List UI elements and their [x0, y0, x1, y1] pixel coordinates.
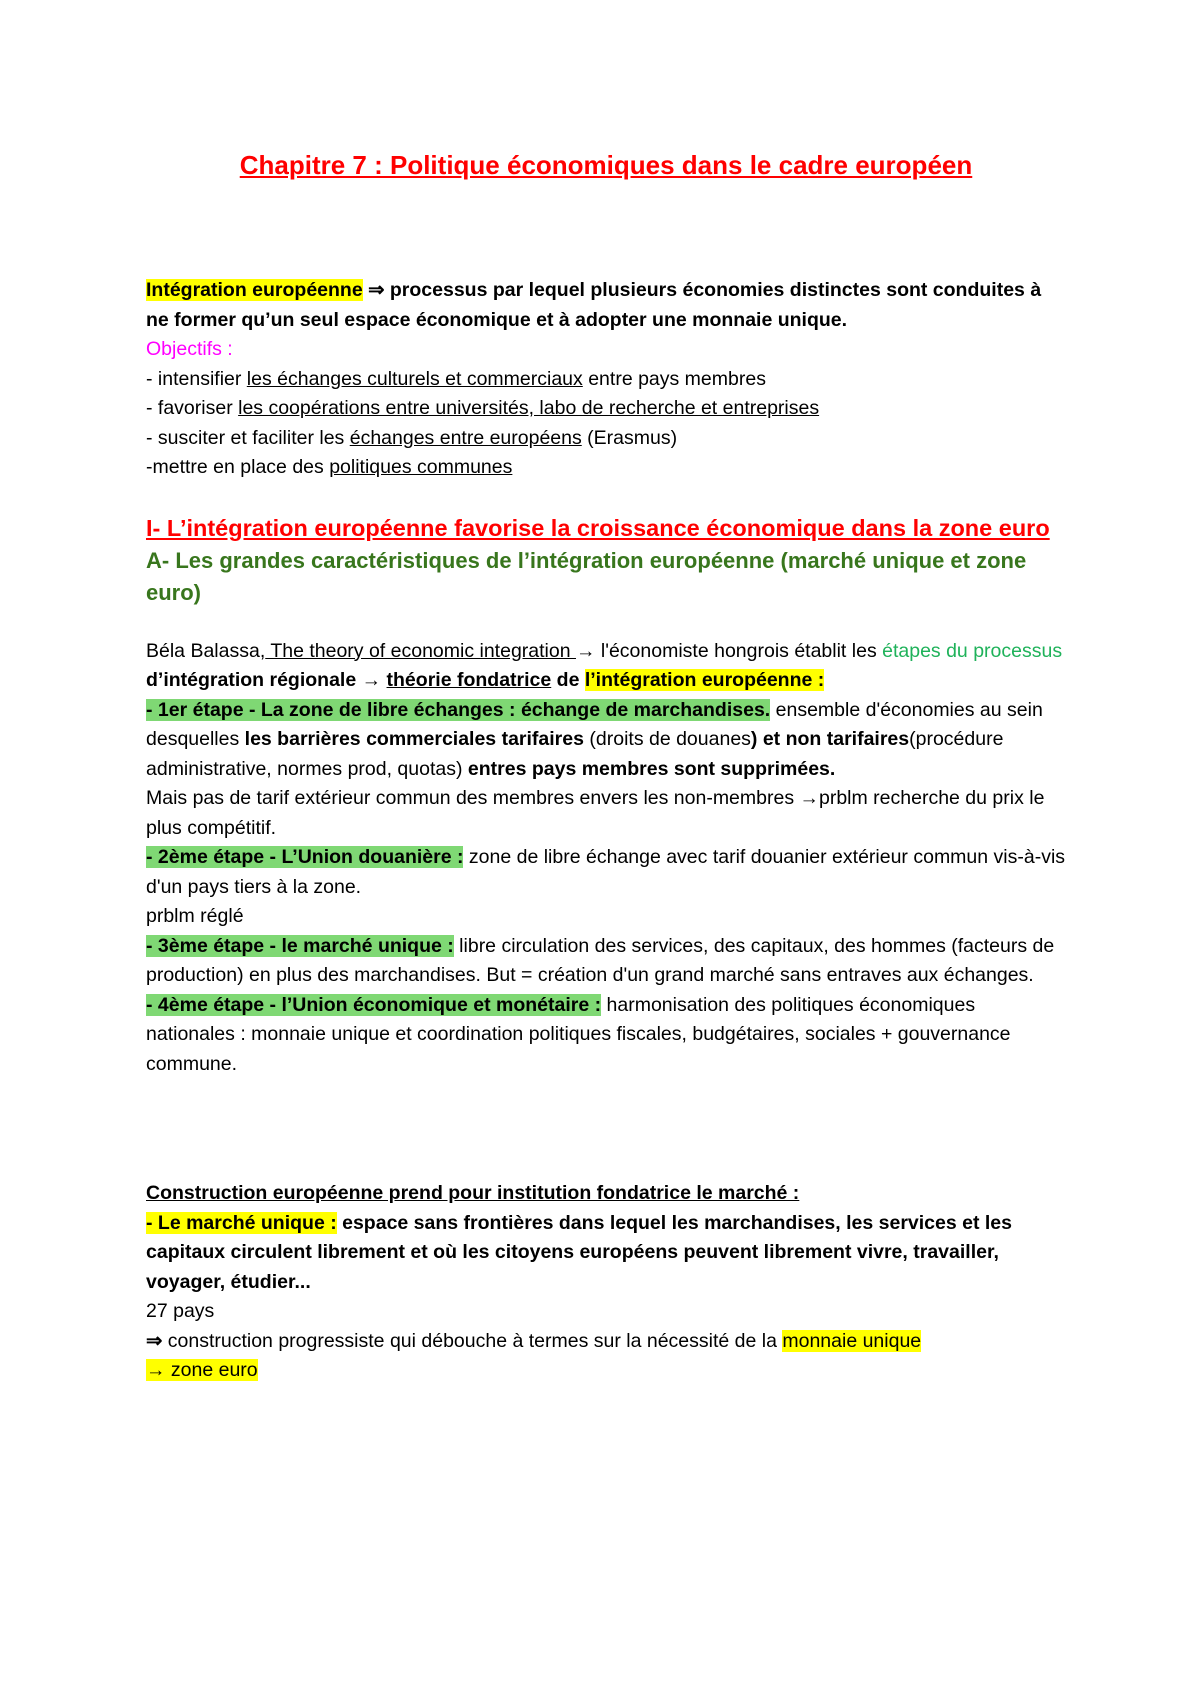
etape-4: - 4ème étape - l’Union économique et monétaire : harmonisation des politiques économiques nationales : monnaie unique et coordination politiques fiscales, budgétaires, sociales + gouvernance commune. [146, 993, 1011, 1075]
etape-1-label: - 1er étape - La zone de libre échanges : échange de marchandises. [146, 698, 771, 721]
pays-count: 27 pays [146, 1300, 215, 1322]
etape-2-label: - 2ème étape - L’Union douanière : [146, 846, 464, 868]
etape-2: - 2ème étape - L’Union douanière : zone de libre échange avec tarif douanier extérieur commun vis-à-vis d'un pays tiers à la zone. [146, 846, 1066, 898]
construction-heading: Construction européenne prend pour institution fondatrice le marché : [146, 1182, 800, 1204]
intro-definition-text: processus par lequel plusieurs économies distinctes sont conduites à ne former qu’un seul espace économique et à adopter une monnaie unique. [146, 279, 1042, 331]
intro-term: Intégration européenne [146, 279, 363, 301]
etape-4-label: - 4ème étape - l’Union économique et monétaire : [146, 993, 602, 1016]
etape-1: - 1er étape - La zone de libre échanges : échange de marchandises. ensemble d'économies au sein desquelles les barrières commerciales tarifaires (droits de douanes) et non tarifaires(procédure administrative, normes prod, quotas) entres pays membres sont supprimées. [146, 698, 1043, 780]
objectifs-label: Objectifs : [146, 338, 233, 360]
section-subheading: A- Les grandes caractéristiques de l’intégration européenne (marché unique et zone euro) [146, 547, 1027, 605]
intro-definition: Intégration européenne ⇒ processus par lequel plusieurs économies distinctes sont conduites à ne former qu’un seul espace économique et à adopter une monnaie unique. [146, 279, 1042, 331]
objectif-item: - favoriser les coopérations entre universités, labo de recherche et entreprises [146, 397, 820, 419]
objectif-item: -mettre en place des politiques communes [146, 456, 513, 478]
objectif-item: - susciter et faciliter les échanges entre européens (Erasmus) [146, 426, 678, 449]
document-page [146, 140, 1066, 1386]
section-heading: I- L’intégration européenne favorise la croissance économique dans la zone euro [146, 514, 1050, 541]
zone-euro: → zone euro [146, 1359, 258, 1381]
page-title: Chapitre 7 : Politique économiques dans le cadre européen [239, 150, 973, 180]
etape-2-note: prblm réglé [146, 905, 244, 927]
marche-unique-definition: - Le marché unique : espace sans frontières dans lequel les marchandises, les services et les capitaux circulent librement et où les citoyens européens peuvent librement vivre, travailler, voyager, étudier... [146, 1211, 1012, 1293]
balassa-paragraph: Béla Balassa, The theory of economic integration → l'économiste hongrois établit les étapes du processus d’intégration régionale → théorie fondatrice de l’intégration européenne : [146, 639, 1063, 691]
objectif-item: - intensifier les échanges culturels et commerciaux entre pays membres [146, 367, 766, 390]
marche-unique-label: - Le marché unique : [146, 1211, 337, 1234]
etape-3: - 3ème étape - le marché unique : libre circulation des services, des capitaux, des hommes (facteurs de production) en plus des marchandises. But = création d'un grand marché sans entraves aux échanges. [146, 934, 1055, 986]
etape-3-label: - 3ème étape - le marché unique : [146, 934, 454, 957]
construction-conclusion: ⇒ construction progressiste qui débouche à termes sur la nécessité de la monnaie unique [146, 1329, 922, 1352]
etape-1-note: Mais pas de tarif extérieur commun des membres envers les non-membres →prblm recherche du prix le plus compétitif. [146, 787, 1045, 839]
